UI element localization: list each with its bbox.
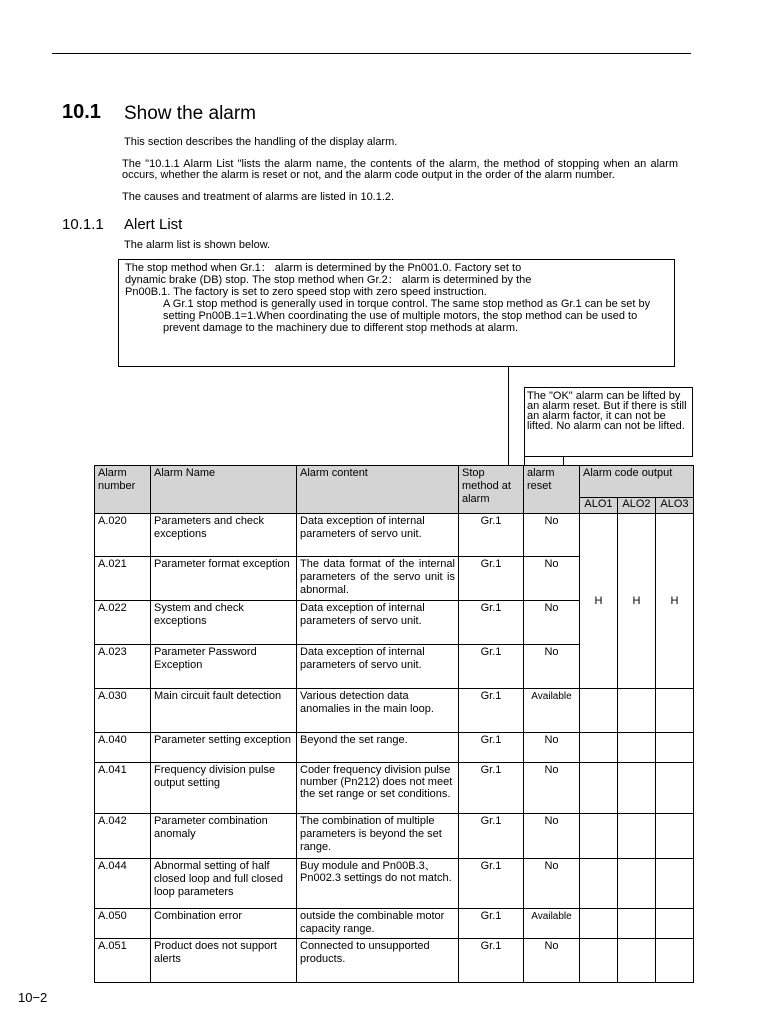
alarm-content: Buy module and Pn00B.3、Pn002.3 settings do not match. — [297, 859, 459, 909]
page-number: 10−2 — [18, 990, 48, 1005]
alarm-content: Data exception of internal parameters of servo unit. — [297, 514, 459, 557]
alarm-name: Parameter format exception — [151, 557, 297, 601]
alarm-name: Frequency division pulse output setting — [151, 763, 297, 814]
stop-method: Gr.1 — [459, 601, 524, 645]
subsection-title: Alert List — [124, 216, 183, 233]
alarm-number: A.041 — [95, 763, 151, 814]
subsection-number: 10.1.1 — [62, 216, 104, 233]
subsection-intro: The alarm list is shown below. — [124, 239, 271, 251]
alarm-number: A.030 — [95, 689, 151, 733]
stop-method: Gr.1 — [459, 939, 524, 983]
header-alarm-number: Alarm number — [95, 466, 151, 514]
alarm-number: A.023 — [95, 645, 151, 689]
alarm-number: A.051 — [95, 939, 151, 983]
stop-method: Gr.1 — [459, 814, 524, 859]
table-row — [95, 909, 694, 939]
alarm-number: A.042 — [95, 814, 151, 859]
alarm-reset: No — [524, 645, 580, 689]
stop-method: Gr.1 — [459, 689, 524, 733]
alarm-reset: No — [524, 514, 580, 557]
alarm-content: Data exception of internal parameters of servo unit. — [297, 645, 459, 689]
header-alo2: ALO2 — [618, 498, 656, 514]
alarm-reset: No — [524, 939, 580, 983]
alarm-reset: Available — [524, 689, 580, 733]
header-alarm-name: Alarm Name — [151, 466, 297, 514]
alarm-reset: No — [524, 601, 580, 645]
alarm-content: Beyond the set range. — [297, 733, 459, 763]
alarm-number: A.050 — [95, 909, 151, 939]
section-intro: This section describes the handling of the display alarm. — [124, 136, 398, 148]
alarm-number: A.020 — [95, 514, 151, 557]
alarm-list-table — [94, 465, 694, 983]
alarm-reset: Available — [524, 909, 580, 939]
alarm-name: Combination error — [151, 909, 297, 939]
alarm-name: Product does not support alerts — [151, 939, 297, 983]
table-row — [95, 733, 694, 763]
alarm-name: System and check exceptions — [151, 601, 297, 645]
code-alo2: H — [618, 514, 656, 689]
code-alo3: H — [656, 514, 694, 689]
section-paragraph-alarm-list: The "10.1.1 Alarm List "lists the alarm name, the contents of the alarm, the method of stopping when an alarm occurs, whether the alarm is reset or not, and the alarm code output in the order of the alarm number. — [122, 158, 678, 181]
alarm-content: The combination of multiple parameters is beyond the set range. — [297, 814, 459, 859]
alarm-reset: No — [524, 763, 580, 814]
alarm-content: The data format of the internal parameters of the servo unit is abnormal. — [297, 557, 459, 601]
stop-method: Gr.1 — [459, 645, 524, 689]
alarm-name: Abnormal setting of half closed loop and full closed loop parameters — [151, 859, 297, 909]
header-alo1: ALO1 — [580, 498, 618, 514]
alarm-reset: No — [524, 814, 580, 859]
stop-method: Gr.1 — [459, 557, 524, 601]
stop-note-connector — [508, 367, 509, 466]
alarm-reset: No — [524, 733, 580, 763]
alarm-content: outside the combinable motor capacity range. — [297, 909, 459, 939]
header-alo3: ALO3 — [656, 498, 694, 514]
stop-method: Gr.1 — [459, 909, 524, 939]
table-row — [95, 814, 694, 859]
header-rule — [52, 53, 691, 54]
stop-method: Gr.1 — [459, 859, 524, 909]
alarm-content: Connected to unsupported products. — [297, 939, 459, 983]
section-number: 10.1 — [62, 101, 101, 123]
alarm-content: Various detection data anomalies in the main loop. — [297, 689, 459, 733]
table-row — [95, 689, 694, 733]
stop-method: Gr.1 — [459, 763, 524, 814]
stop-method: Gr.1 — [459, 733, 524, 763]
alarm-reset: No — [524, 557, 580, 601]
alarm-name: Parameter Password Exception — [151, 645, 297, 689]
alarm-number: A.022 — [95, 601, 151, 645]
header-alarm-reset: alarm reset — [524, 466, 580, 514]
stop-method-note-line1: The stop method when Gr.1： alarm is determined by the Pn001.0. Factory set to dynamic brake (DB) stop. The stop method when Gr.2： alarm is determined by the Pn00B.1. The factory is set to zero speed stop with zero speed instruction. — [125, 262, 532, 298]
stop-method: Gr.1 — [459, 514, 524, 557]
alarm-number: A.044 — [95, 859, 151, 909]
stop-method-note-line2: A Gr.1 stop method is generally used in torque control. The same stop method as Gr.1 can be set by setting Pn00B.1=1.When coordinating the use of multiple motors, the stop method can be used to prevent damage to the machinery due to different stop methods at alarm. — [163, 298, 651, 334]
alarm-content: Coder frequency division pulse number (Pn212) does not meet the set range or set conditions. — [297, 763, 459, 814]
alarm-content: Data exception of internal parameters of servo unit. — [297, 601, 459, 645]
table-row — [95, 939, 694, 983]
table-row — [95, 763, 694, 814]
alarm-name: Main circuit fault detection — [151, 689, 297, 733]
alarm-reset: No — [524, 859, 580, 909]
code-alo1: H — [580, 514, 618, 689]
alarm-number: A.021 — [95, 557, 151, 601]
section-title: Show the alarm — [124, 103, 257, 124]
table-row — [95, 514, 694, 557]
header-alarm-content: Alarm content — [297, 466, 459, 514]
alarm-name: Parameter setting exception — [151, 733, 297, 763]
header-alarm-code-output: Alarm code output — [580, 466, 694, 498]
stop-method-note — [118, 259, 675, 367]
alarm-name: Parameters and check exceptions — [151, 514, 297, 557]
alarm-number: A.040 — [95, 733, 151, 763]
alarm-name: Parameter combination anomaly — [151, 814, 297, 859]
header-stop-method: Stop method at alarm — [459, 466, 524, 514]
section-paragraph-causes: The causes and treatment of alarms are listed in 10.1.2. — [122, 191, 395, 203]
table-row — [95, 859, 694, 909]
reset-note: The "OK" alarm can be lifted by an alarm reset. But if there is still an alarm factor, it can not be lifted. No alarm can not be lifted. — [524, 387, 693, 457]
